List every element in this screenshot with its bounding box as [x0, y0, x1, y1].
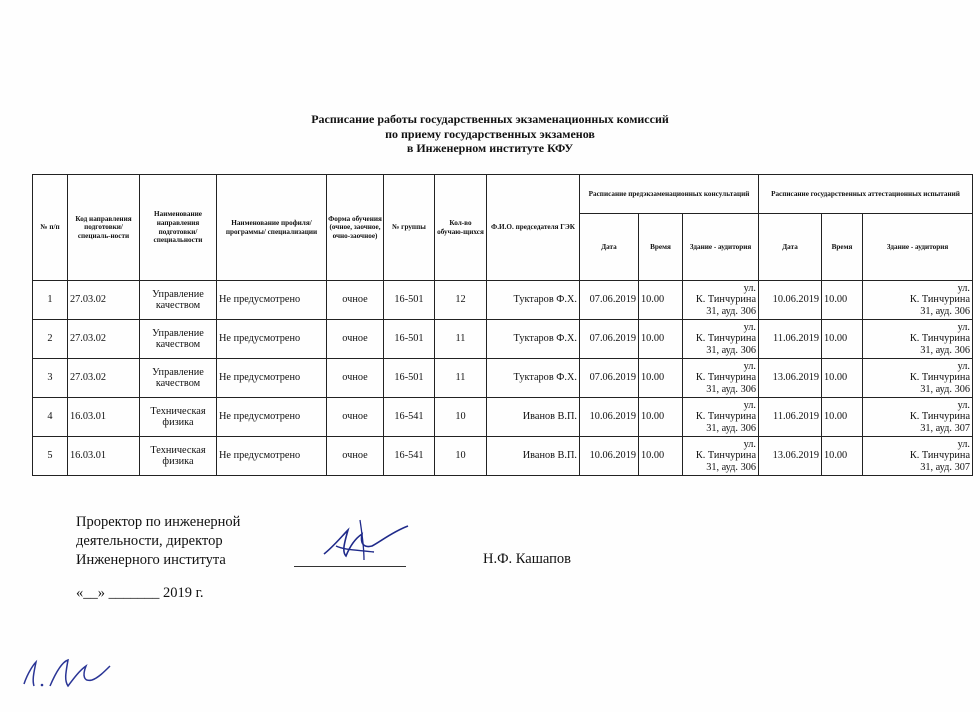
row-consult-time: 10.00 [639, 398, 683, 437]
header-exam-room: Здание - аудитория [863, 214, 973, 281]
row-profile: Не предусмотрено [217, 359, 327, 398]
row-count: 12 [435, 281, 487, 320]
row-exam-room-line: ул. [957, 321, 971, 333]
row-direction: Управление качеством [140, 359, 217, 398]
handwritten-initials [20, 652, 120, 692]
row-consult-date: 07.06.2019 [580, 281, 639, 320]
row-group: 16-541 [384, 398, 435, 437]
row-consult-time: 10.00 [639, 281, 683, 320]
header-chair: Ф.И.О. председателя ГЭК [487, 175, 580, 281]
header-profile: Наименование профиля/программы/ специализации [217, 175, 327, 281]
row-form: очное [327, 437, 384, 476]
row-num: 1 [33, 281, 68, 320]
row-exam-date: 10.06.2019 [759, 281, 822, 320]
row-num: 2 [33, 320, 68, 359]
table-row [33, 437, 973, 476]
row-consult-date: 10.06.2019 [580, 437, 639, 476]
row-exam-time: 10.00 [822, 398, 863, 437]
row-group: 16-501 [384, 320, 435, 359]
row-consult-room [683, 359, 759, 398]
row-profile: Не предусмотрено [217, 437, 327, 476]
table-row [33, 281, 973, 320]
row-form: очное [327, 398, 384, 437]
row-consult-time: 10.00 [639, 359, 683, 398]
row-exam-time: 10.00 [822, 359, 863, 398]
header-exam-date: Дата [759, 214, 822, 281]
row-exam-room-line: ул. [957, 282, 971, 294]
row-exam-room-line: К. Тинчурина [909, 333, 971, 345]
row-consult-room [683, 398, 759, 437]
row-exam-room-line: К. Тинчурина [909, 372, 971, 384]
row-consult-room-line: ул. [743, 438, 757, 450]
row-exam-room-line: ул. [957, 360, 971, 372]
document-date: «__» _______ 2019 г. [76, 585, 204, 601]
row-exam-room [863, 359, 973, 398]
row-chair: Туктаров Ф.Х. [487, 359, 580, 398]
row-direction: Техническая физика [140, 398, 217, 437]
row-consult-room [683, 320, 759, 359]
row-consult-room-line: ул. [743, 360, 757, 372]
header-count: Кол-во обучаю-щихся [435, 175, 487, 281]
title-line-2: по приему государственных экзаменов [385, 126, 595, 141]
row-group: 16-541 [384, 437, 435, 476]
table-row [33, 359, 973, 398]
row-consult-time: 10.00 [639, 437, 683, 476]
signature-line [294, 566, 406, 567]
row-group: 16-501 [384, 281, 435, 320]
row-consult-room-line: 31, ауд. 306 [706, 383, 757, 395]
row-consult-room-line: ул. [743, 282, 757, 294]
row-exam-date: 13.06.2019 [759, 437, 822, 476]
row-direction: Управление качеством [140, 281, 217, 320]
row-form: очное [327, 320, 384, 359]
row-consult-room [683, 281, 759, 320]
header-form: Форма обучения (очное, заочное, очно-заочное) [327, 175, 384, 281]
row-exam-room [863, 320, 973, 359]
row-consult-room-line: К. Тинчурина [695, 294, 757, 306]
header-consult-group: Расписание предэкзаменационных консультаций [580, 175, 759, 214]
row-exam-room-line: 31, ауд. 307 [920, 422, 971, 434]
row-group: 16-501 [384, 359, 435, 398]
row-count: 10 [435, 398, 487, 437]
header-consult-room: Здание - аудитория [683, 214, 759, 281]
row-exam-date: 11.06.2019 [759, 398, 822, 437]
row-exam-room [863, 281, 973, 320]
row-exam-room-line: К. Тинчурина [909, 411, 971, 423]
row-consult-room-line: ул. [743, 321, 757, 333]
row-consult-room-line: К. Тинчурина [695, 333, 757, 345]
title-line-3: в Инженерном институте КФУ [406, 141, 574, 155]
row-consult-room-line: 31, ауд. 306 [706, 422, 757, 434]
row-consult-room-line: К. Тинчурина [695, 450, 757, 462]
row-profile: Не предусмотрено [217, 281, 327, 320]
row-exam-room-line: 31, ауд. 306 [920, 305, 971, 317]
row-chair: Иванов В.П. [487, 398, 580, 437]
row-code: 27.03.02 [68, 320, 140, 359]
header-row-1 [33, 175, 973, 214]
row-exam-room [863, 398, 973, 437]
row-consult-room-line: 31, ауд. 306 [706, 305, 757, 317]
row-consult-room-line: 31, ауд. 306 [706, 344, 757, 356]
row-chair: Туктаров Ф.Х. [487, 320, 580, 359]
handwritten-signature [314, 516, 414, 566]
row-exam-date: 13.06.2019 [759, 359, 822, 398]
row-consult-date: 07.06.2019 [580, 320, 639, 359]
document-title [0, 112, 980, 156]
row-direction: Управление качеством [140, 320, 217, 359]
row-code: 27.03.02 [68, 359, 140, 398]
signature-block [76, 513, 240, 570]
row-consult-room [683, 437, 759, 476]
row-exam-date: 11.06.2019 [759, 320, 822, 359]
row-consult-date: 07.06.2019 [580, 359, 639, 398]
row-exam-room-line: 31, ауд. 307 [920, 461, 971, 473]
row-exam-time: 10.00 [822, 281, 863, 320]
signer-title-line-2: деятельности, директор [76, 533, 223, 549]
row-consult-date: 10.06.2019 [580, 398, 639, 437]
row-exam-room [863, 437, 973, 476]
row-direction: Техническая физика [140, 437, 217, 476]
header-exam-time: Время [822, 214, 863, 281]
header-consult-date: Дата [580, 214, 639, 281]
row-chair: Туктаров Ф.Х. [487, 281, 580, 320]
table-row [33, 320, 973, 359]
row-consult-room-line: К. Тинчурина [695, 372, 757, 384]
row-count: 11 [435, 359, 487, 398]
row-consult-room-line: 31, ауд. 306 [706, 461, 757, 473]
row-exam-time: 10.00 [822, 320, 863, 359]
title-line-1: Расписание работы государственных экзаменационных комиссий [311, 112, 669, 126]
row-exam-room-line: К. Тинчурина [909, 294, 971, 306]
row-profile: Не предусмотрено [217, 398, 327, 437]
row-consult-room-line: К. Тинчурина [695, 411, 757, 423]
header-direction: Наименование направления подготовки/ специальности [140, 175, 217, 281]
table-row [33, 398, 973, 437]
header-consult-time: Время [639, 214, 683, 281]
row-consult-time: 10.00 [639, 320, 683, 359]
row-count: 10 [435, 437, 487, 476]
schedule-table [32, 174, 973, 476]
row-num: 3 [33, 359, 68, 398]
header-exam-group: Расписание государственных аттестационных испытаний [759, 175, 973, 214]
row-profile: Не предусмотрено [217, 320, 327, 359]
row-form: очное [327, 281, 384, 320]
row-exam-room-line: ул. [957, 438, 971, 450]
row-exam-room-line: ул. [957, 399, 971, 411]
row-num: 5 [33, 437, 68, 476]
header-group: № группы [384, 175, 435, 281]
row-exam-room-line: 31, ауд. 306 [920, 344, 971, 356]
row-form: очное [327, 359, 384, 398]
row-num: 4 [33, 398, 68, 437]
header-code: Код направления подготовки/ специаль-ности [68, 175, 140, 281]
row-count: 11 [435, 320, 487, 359]
signer-title-line-3: Инженерного института [76, 552, 226, 568]
row-code: 16.03.01 [68, 398, 140, 437]
row-chair: Иванов В.П. [487, 437, 580, 476]
row-code: 16.03.01 [68, 437, 140, 476]
signer-name: Н.Ф. Кашапов [483, 551, 571, 567]
signer-title-line-1: Проректор по инженерной [76, 514, 241, 530]
row-consult-room-line: ул. [743, 399, 757, 411]
row-exam-room-line: К. Тинчурина [909, 450, 971, 462]
schedule-body [33, 281, 973, 476]
header-num: № п/п [33, 175, 68, 281]
row-exam-time: 10.00 [822, 437, 863, 476]
row-code: 27.03.02 [68, 281, 140, 320]
row-exam-room-line: 31, ауд. 306 [920, 383, 971, 395]
